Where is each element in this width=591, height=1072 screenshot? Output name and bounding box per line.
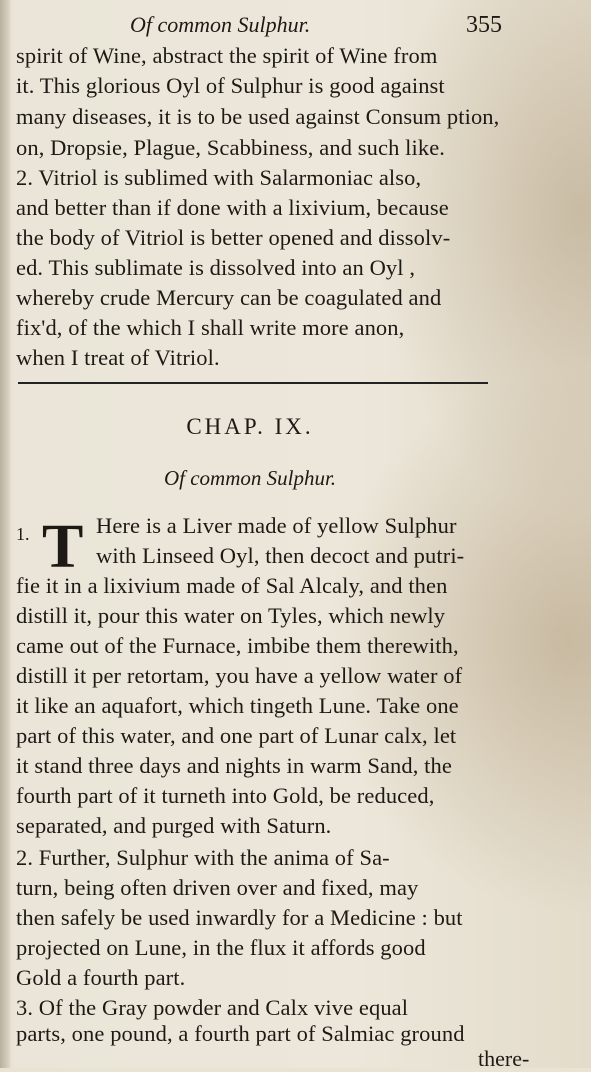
drop-cap: T bbox=[42, 513, 84, 581]
text-line: distill it, pour this water on Tyles, which newly bbox=[16, 603, 446, 628]
text-line: and better than if done with a lixivium, because bbox=[16, 195, 449, 220]
text-line: the body of Vitriol is better opened and dissolv- bbox=[16, 225, 451, 250]
chapter-title: CHAP. IX. bbox=[186, 414, 314, 439]
text-line: when I treat of Vitriol. bbox=[16, 345, 220, 370]
text-line: it like an aquafort, which tingeth Lune. Take one bbox=[16, 693, 459, 718]
text-line: fie it in a lixivium made of Sal Alcaly, and then bbox=[16, 573, 448, 598]
catchword: there- bbox=[478, 1046, 530, 1071]
text-line: parts, one pound, a fourth part of Salmiac ground bbox=[16, 1021, 465, 1046]
text-line: it stand three days and nights in warm Sand, the bbox=[16, 753, 452, 778]
text-line: part of this water, and one part of Lunar calx, let bbox=[16, 723, 457, 748]
text-line: fourth part of it turneth into Gold, be reduced, bbox=[16, 783, 435, 808]
chapter-subtitle: Of common Sulphur. bbox=[163, 466, 337, 490]
text-line: Gold a fourth part. bbox=[16, 965, 186, 990]
text-line: spirit of Wine, abstract the spirit of Wine from bbox=[16, 43, 438, 68]
paragraph-number: 1. bbox=[16, 524, 30, 544]
text-line: ed. This sublimate is dissolved into an Oyl , bbox=[16, 255, 416, 280]
text-line: 2. Further, Sulphur with the anima of Sa- bbox=[16, 845, 390, 870]
text-line: turn, being often driven over and fixed, may bbox=[16, 875, 419, 900]
running-title: Of common Sulphur. bbox=[130, 12, 311, 37]
text-line: came out of the Furnace, imbibe them therewith, bbox=[16, 633, 459, 658]
text-line: distill it per retortam, you have a yellow water of bbox=[16, 663, 463, 688]
text-line: many diseases, it is to be used against Consum ption, bbox=[16, 104, 500, 129]
text-line: it. This glorious Oyl of Sulphur is good against bbox=[16, 73, 445, 98]
text-line: then safely be used inwardly for a Medicine : but bbox=[16, 905, 463, 930]
text-line: Here is a Liver made of yellow Sulphur bbox=[96, 513, 457, 538]
text-line: 3. Of the Gray powder and Calx vive equal bbox=[16, 995, 409, 1020]
text-line: projected on Lune, in the flux it affords good bbox=[16, 935, 426, 960]
text-line: on, Dropsie, Plague, Scabbiness, and such like. bbox=[16, 135, 446, 160]
section-rule bbox=[18, 382, 488, 384]
page-number: 355 bbox=[466, 12, 502, 38]
text-line: whereby crude Mercury can be coagulated and bbox=[16, 285, 442, 310]
text-line: with Linseed Oyl, then decoct and putri- bbox=[96, 543, 465, 568]
text-line: fix'd, of the which I shall write more anon, bbox=[16, 315, 405, 340]
text-line: separated, and purged with Saturn. bbox=[16, 813, 332, 838]
text-line: 2. Vitriol is sublimed with Salarmoniac also, bbox=[16, 165, 422, 190]
page-gutter bbox=[0, 0, 10, 1068]
